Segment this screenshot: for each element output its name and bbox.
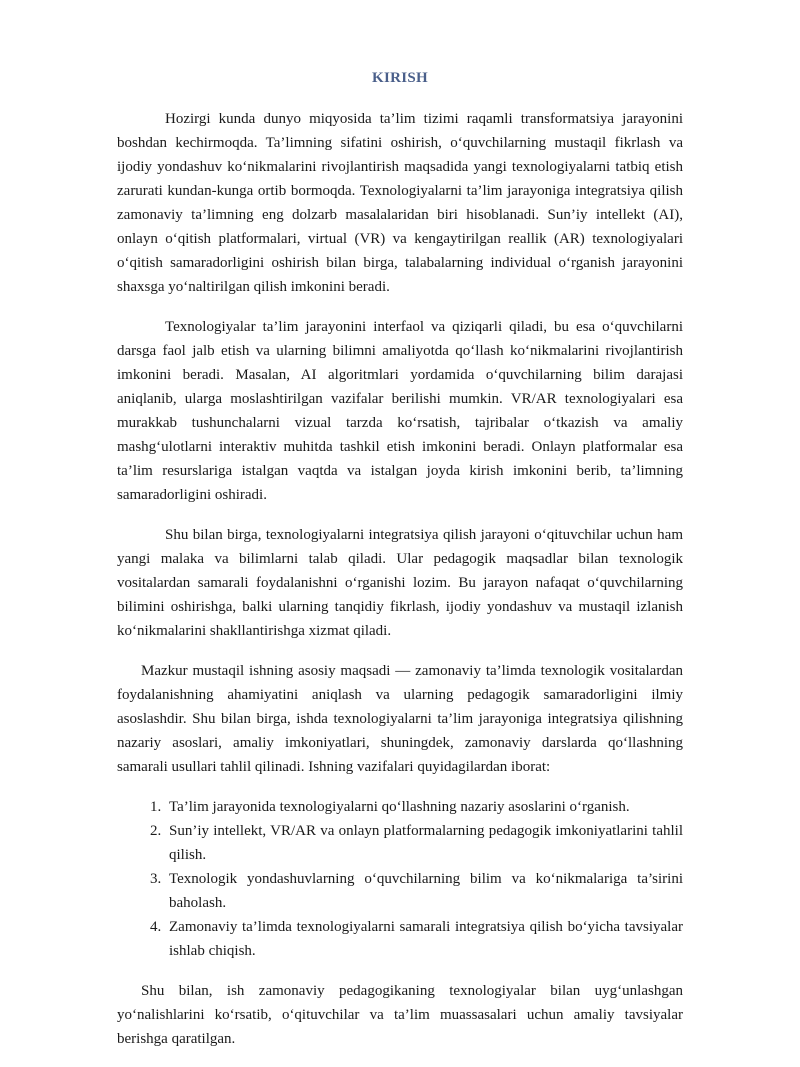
list-item: 3. Texnologik yondashuvlarning o‘quvchilarning bilim va ko‘nikmalariga ta’sirini baholash.	[165, 867, 683, 915]
tasks-list	[117, 795, 683, 963]
list-item: 4. Zamonaviy ta’limda texnologiyalarni samarali integratsiya qilish bo‘yicha tavsiyalar ishlab chiqish.	[165, 915, 683, 963]
section-title: KIRISH	[372, 70, 428, 86]
paragraph-closing: Shu bilan, ish zamonaviy pedagogikaning texnologiyalar bilan uyg‘unlashgan yo‘nalishlarini ko‘rsatib, o‘qituvchilar va ta’lim muassasalari uchun amaliy tavsiyalar berishga qaratilgan.	[117, 983, 683, 1047]
paragraph-goal: Mazkur mustaqil ishning asosiy maqsadi — zamonaviy ta’limda texnologik vositalardan foydalanishning ahamiyatini aniqlash va ularning pedagogik samaradorligini ilmiy asoslashdir. Shu bilan birga, ishda texnologiyalarni ta’lim jarayoniga integratsiya qilishning nazariy asoslari, amaliy imkoniyatlari, shuningdek, zamonaviy darslarda qo‘llashning samarali usullari tahlil qilinadi. Ishning vazifalari quyidagilardan iborat:	[117, 663, 683, 775]
list-item: 2. Sun’iy intellekt, VR/AR va onlayn platformalarning pedagogik imkoniyatlarini tahlil qilish.	[165, 819, 683, 867]
paragraph-intro: Hozirgi kunda dunyo miqyosida ta’lim tizimi raqamli transformatsiya jarayonini boshdan kechirmoqda. Ta’limning sifatini oshirish, o‘quvchilarning mustaqil fikrlash va ijodiy yondashuv ko‘nikmalarini rivojlantirish maqsadida yangi texnologiyalarni tatbiq etish zarurati kundan-kunga ortib bormoqda. Texnologiyalarni ta’lim jarayoniga integratsiya qilish zamonaviy ta’limning eng dolzarb masalalaridan biri hisoblanadi. Sun’iy intellekt (AI), onlayn o‘qitish platformalari, virtual (VR) va kengaytirilgan reallik (AR) texnologiyalari o‘qitish samaradorligini oshirish bilan birga, talabalarning individual o‘rganish jarayonini shaxsga yo‘naltirilgan qilish imkonini beradi.	[117, 111, 683, 295]
paragraph-technologies: Texnologiyalar ta’lim jarayonini interfaol va qiziqarli qiladi, bu esa o‘quvchilarni darsga faol jalb etish va ularning bilimni amaliyotda qo‘llash ko‘nikmalarini rivojlantirish imkonini beradi. Masalan, AI algoritmlari yordamida o‘quvchilarning bilim darajasi aniqlanib, ularga moslashtirilgan vazifalar berilishi mumkin. VR/AR texnologiyalari esa murakkab tushunchalarni vizual tarzda ko‘rsatish, tajribalar o‘tkazish va amaliy mashg‘ulotlarni interaktiv muhitda tashkil etish imkonini beradi. Onlayn platformalar esa ta’lim resurslariga istalgan vaqtda va istalgan joyda kirish imkonini berib, ta’limning samaradorligini oshiradi.	[117, 319, 683, 503]
list-item: 1. Ta’lim jarayonida texnologiyalarni qo‘llashning nazariy asoslarini o‘rganish.	[165, 795, 683, 819]
paragraph-teachers: Shu bilan birga, texnologiyalarni integratsiya qilish jarayoni o‘qituvchilar uchun ham yangi malaka va bilimlarni talab qiladi. Ular pedagogik maqsadlar bilan texnologik vositalardan samarali foydalanishni o‘rganishi lozim. Bu jarayon nafaqat o‘quvchilarning bilimini oshirishga, balki ularning tanqidiy fikrlash, ijodiy yondashuv va mustaqil izlanish ko‘nikmalarini shakllantirishga xizmat qiladi.	[117, 527, 683, 639]
document-page	[117, 66, 683, 1067]
